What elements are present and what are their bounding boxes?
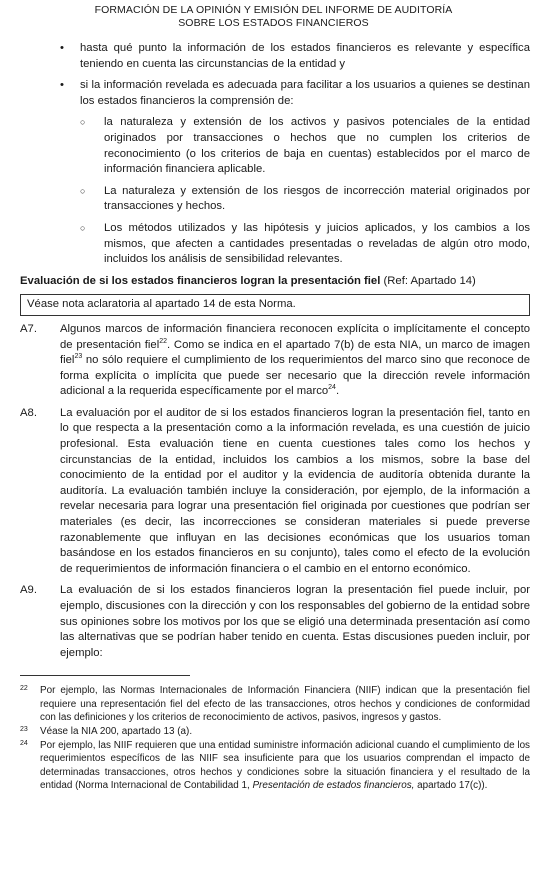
paragraph-number: A7. (20, 322, 37, 335)
footnote-number: 24 (20, 740, 28, 748)
header-line-2: SOBRE LOS ESTADOS FINANCIEROS (178, 17, 369, 29)
footnote (20, 725, 530, 738)
bullet-text: si la información revelada es adecuada para facilitar a los usuarios a quienes se destinan los estados financieros la comprensión de: (80, 79, 530, 107)
bullet-marker: • (60, 42, 64, 54)
bullet-text: hasta qué punto la información de los estados financieros es relevante y específica teniendo en cuenta las circunstancias de la entidad y (80, 42, 530, 70)
paragraph-a9 (20, 583, 530, 661)
sub-bullet-item (20, 184, 530, 215)
footnote (20, 684, 530, 724)
sub-bullet-text: Los métodos utilizados y las hipótesis y juicios aplicados, y los cambios a los mismos, que afecten a cantidades presentadas o reveladas de algún otro modo, incluidos los análisis de sensibilidad relevantes. (104, 221, 530, 266)
section-heading-text: Evaluación de si los estados financieros logran la presentación fiel (20, 274, 381, 287)
paragraph-text: La evaluación por el auditor de si los estados financieros logran la presentación fiel, tanto en lo que respecta a la presentación como a la información revelada, es una cuestión de juicio profesional. Esta evaluación tiene en cuenta cuestiones tales como los hechos y circunstancias de la entidad, incluidos los cambios a los mismos, sobre la base del conocimiento de la entidad por el auditor y la evidencia de auditoría obtenida durante la auditoría. La evaluación también incluye la consideración, por ejemplo, de la información a revelar necesaria para lograr una presentación fiel originada por cuestiones que podrían ser materiales (es decir, las incorrecciones se consideran materiales si puede preverse razonablemente que influyan en las decisiones económicas que los usuarios toman basándose en los estados financieros en su conjunto), tales como el efecto de la evolución de requerimientos de información financiera o el cambio en el entorno económico. (60, 406, 530, 575)
note-text: Véase nota aclaratoria al apartado 14 de esta Norma. (27, 298, 296, 311)
footnote-text: Por ejemplo, las Normas Internacionales de Información Financiera (NIIF) indican que la presentación fiel requiere una representación fiel del efecto de las transacciones, otros hechos y condiciones de conformidad con las definiciones y los criterios de reconocimiento de activos, pasivos, ingresos y gastos. (40, 685, 530, 723)
header-line-1: FORMACIÓN DE LA OPINIÓN Y EMISIÓN DEL INFORME DE AUDITORÍA (94, 4, 453, 16)
footnote-text: Por ejemplo, las NIIF requieren que una entidad suministre información adicional cuando el cumplimiento de los requerimientos específicos de las NIIF sea insuficiente para que los usuarios comprendan el impacto de determinadas transacciones, otros hechos y condiciones sobre la situación financiera y el resultado de la entidad (Norma Internacional de Contabilidad 1, (40, 740, 530, 791)
bullet-item (20, 41, 530, 72)
bullet-item (20, 78, 530, 109)
sub-bullet-marker: ○ (80, 185, 86, 196)
sub-bullet-marker: ○ (80, 117, 86, 128)
footnote-italic-title: Presentación de estados financieros, (252, 779, 415, 791)
paragraph-text: Algunos marcos de información financiera reconocen explícita o implícitamente el concepto de presentación fiel (60, 322, 530, 351)
footnote-number: 22 (20, 685, 28, 693)
page-header (0, 0, 547, 30)
paragraph-number: A8. (20, 406, 37, 419)
footnote-text-tail: apartado 17(c)). (414, 779, 488, 791)
document-body (20, 41, 530, 793)
footnote-ref[interactable]: 22 (159, 337, 168, 345)
sub-bullet-marker: ○ (80, 222, 86, 233)
footnote-text: Véase la NIA 200, apartado 13 (a). (40, 725, 193, 737)
paragraph-text: La evaluación de si los estados financieros logran la presentación fiel puede incluir, por ejemplo, discusiones con la dirección y con los responsables del gobierno de la entidad sobre sus opiniones sobre los motivos por los que se eligió una determinada presentación así como las alternativas que se podrían haber tenido en cuenta. Estas discusiones pueden incluir, por ejemplo: (60, 584, 530, 659)
footnote-ref[interactable]: 24 (328, 384, 336, 392)
paragraph-text: . (335, 385, 340, 398)
sub-bullet-item (20, 221, 530, 268)
paragraph-a7 (20, 322, 530, 400)
footnote-divider (20, 675, 190, 676)
paragraph-number: A9. (20, 584, 37, 597)
footnote-ref[interactable]: 23 (74, 353, 83, 361)
sub-bullet-text: La naturaleza y extensión de los riesgos de incorrección material originados por transacciones y hechos. (104, 184, 530, 213)
section-ref: (Ref: Apartado 14) (383, 274, 476, 287)
paragraph-text: no sólo requiere el cumplimiento de los requerimientos del marco sino que reconoce de forma explícita o implícita que puede ser necesario que la dirección revele información adicional a la requerida específicamente por el marco (60, 354, 530, 398)
bullet-marker: • (60, 79, 64, 92)
sub-bullet-text: la naturaleza y extensión de los activos y pasivos potenciales de la entidad originados por transacciones o hechos que no cumplen los criterios de reconocimiento (o los criterios de baja en cuentas) establecidos por el marco de información financiera aplicable. (104, 116, 530, 176)
section-heading (20, 274, 530, 290)
footnote (20, 739, 530, 792)
paragraph-text: . Como se indica en el apartado 7(b) de esta NIA, un marco de imagen fiel (60, 338, 530, 367)
footnote-number: 23 (20, 725, 28, 733)
note-box (20, 294, 530, 316)
paragraph-a8 (20, 406, 530, 578)
sub-bullet-item (20, 115, 530, 177)
